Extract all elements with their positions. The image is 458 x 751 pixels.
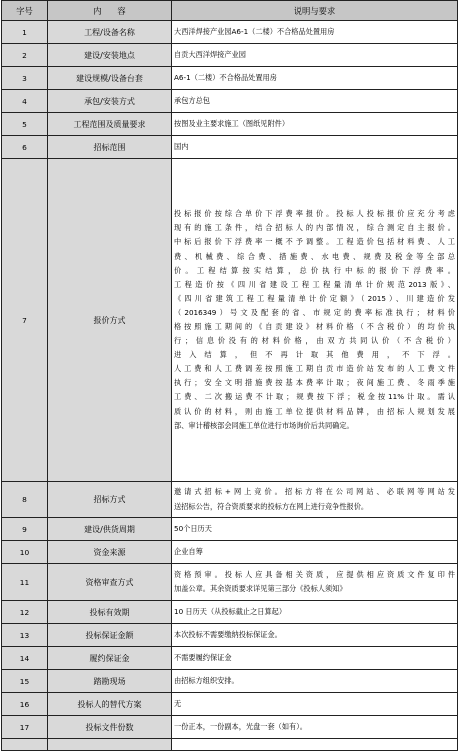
header-desc: 说明与要求 <box>172 1 458 21</box>
table-row <box>2 67 458 90</box>
row-item-name: 建设/安装地点 <box>48 44 172 67</box>
row-item-name: 建设/供货周期 <box>48 518 172 541</box>
description-line: 《四川省建筑工程工程量清单计价定额》（2015）、川建造价发 <box>174 293 455 303</box>
row-number: 4 <box>2 90 48 113</box>
table-row <box>2 136 458 159</box>
row-description <box>172 647 458 670</box>
table-row <box>2 541 458 564</box>
row-number: 5 <box>2 113 48 136</box>
description-line: 由招标方组织安排。 <box>174 675 239 685</box>
description-line: 大西洋焊接产业园A6-1（二楼）不合格品处置用房 <box>174 26 335 36</box>
table-row <box>2 482 458 518</box>
row-number: 7 <box>2 159 48 482</box>
description-line: 执行；安全文明措施费按基本费率计取；夜间施工费、冬雨季施 <box>174 378 455 388</box>
description-line: 50个日历天 <box>174 523 212 533</box>
row-item-name: 投标保证金额 <box>48 624 172 647</box>
description-line: （2016349）号文及配套的省、市规定的费率标准执行；材料价 <box>174 307 455 317</box>
description-line: 投标报价按综合单价下浮费率报价。投标人投标报价应充分考虑 <box>174 209 455 219</box>
description-line: 行；信息价没有的材料价格，由双方共同认价（不含税价） <box>174 336 455 346</box>
row-number: 10 <box>2 541 48 564</box>
table-row <box>2 624 458 647</box>
row-number: 2 <box>2 44 48 67</box>
row-number: 16 <box>2 693 48 716</box>
description-line: 人工费和人工费调差按照施工期自贡市造价站发布的人工费文件 <box>174 364 455 374</box>
row-description <box>172 693 458 716</box>
table-row <box>2 739 458 751</box>
table-row <box>2 670 458 693</box>
row-description <box>172 670 458 693</box>
row-description <box>172 716 458 739</box>
table-row <box>2 518 458 541</box>
description-line: 现有的施工条件，结合招标人的内部情况，综合测定自主报价。 <box>174 223 455 233</box>
description-line: 部、审计稽核部会同施工单位进行市场询价后共同确定。 <box>174 420 354 430</box>
row-description <box>172 482 458 518</box>
row-number: 13 <box>2 624 48 647</box>
description-line: 按图及业主要求施工（图纸见附件） <box>174 118 290 128</box>
row-item-name: 招标范围 <box>48 136 172 159</box>
row-description <box>172 67 458 90</box>
row-description <box>172 541 458 564</box>
row-item-name: 投标有效期 <box>48 601 172 624</box>
description-line: 企业自筹 <box>174 546 203 556</box>
row-item-name: 投标人的替代方案 <box>48 693 172 716</box>
row-description <box>172 601 458 624</box>
description-line: 进入结算，但不再计取其他费用，不下浮。 <box>174 350 455 360</box>
description-line: 自贡大西洋焊接产业园 <box>174 49 246 59</box>
row-number: 11 <box>2 564 48 601</box>
table-row <box>2 113 458 136</box>
row-item-name: 建设规模/设备台套 <box>48 67 172 90</box>
row-item-name: 投标文件份数 <box>48 716 172 739</box>
header-no: 字号 <box>2 1 48 21</box>
row-number: 8 <box>2 482 48 518</box>
description-line: 质认价的材料，则由施工单位提供材料品牌，由招标人规划发展 <box>174 406 455 416</box>
row-item-name: 资金来源 <box>48 541 172 564</box>
table-row <box>2 159 458 482</box>
row-number: 3 <box>2 67 48 90</box>
row-description <box>172 624 458 647</box>
row-item-name: 招标方式 <box>48 482 172 518</box>
row-number: 12 <box>2 601 48 624</box>
description-line: 资格预审。投标人应具备相关资质，应提供相应资质文件复印件 <box>174 569 455 579</box>
description-line: 工费、二次搬运费不计取；规费按下浮；税金按11%计取。需认 <box>174 392 455 402</box>
description-line: 价。工程结算按实结算，总价执行中标的报价下浮费率。 <box>174 265 455 275</box>
table-row <box>2 647 458 670</box>
table-body <box>2 21 458 751</box>
description-line: 格按照施工期间的《自贡建设》材料价格（不含税价）的均价执 <box>174 322 455 331</box>
description-line: 费、机械费、综合费、措施费、水电费、规费及税金等全部总 <box>174 251 455 261</box>
row-description <box>172 113 458 136</box>
row-number: 9 <box>2 518 48 541</box>
table-row <box>2 21 458 44</box>
row-number: 15 <box>2 670 48 693</box>
table-row <box>2 90 458 113</box>
row-description <box>172 44 458 67</box>
table-header <box>2 1 458 21</box>
table-row <box>2 716 458 739</box>
header-item: 内 容 <box>48 1 172 21</box>
row-description <box>172 518 458 541</box>
row-number: 14 <box>2 647 48 670</box>
description-line: A6-1（二楼）不合格品处置用房 <box>174 72 277 82</box>
description-line: 邀请式招标+网上竞价。招标方将在公司网站、必联网等网站发 <box>174 487 455 497</box>
row-number: 1 <box>2 21 48 44</box>
row-item-name <box>48 739 172 751</box>
row-number: 17 <box>2 716 48 739</box>
row-item-name: 履约保证金 <box>48 647 172 670</box>
description-line: 加盖公章。其余资质要求详见第三部分《投标人须知》 <box>174 584 347 593</box>
row-item-name: 资格审查方式 <box>48 564 172 601</box>
description-line: 本次投标不需要缴纳投标保证金。 <box>174 629 282 639</box>
description-line: 工程造价按《四川省建设工程工程量清单计价规范2013版》、 <box>174 279 455 289</box>
description-line: 无 <box>174 698 182 708</box>
table-row <box>2 601 458 624</box>
row-number: 6 <box>2 136 48 159</box>
description-line: 不需要履约保证金 <box>174 652 232 662</box>
row-description <box>172 90 458 113</box>
table-row <box>2 564 458 601</box>
row-description <box>172 21 458 44</box>
row-item-name: 踏勘现场 <box>48 670 172 693</box>
header-row <box>2 1 458 21</box>
row-description <box>172 159 458 482</box>
row-description <box>172 564 458 601</box>
description-line: 一份正本，一份副本，光盘一套（如有）。 <box>174 721 307 731</box>
row-description <box>172 136 458 159</box>
table-row <box>2 44 458 67</box>
table-row <box>2 693 458 716</box>
description-line: 中标后报价下浮费率一概不予调整。工程造价包括材料费、人工 <box>174 237 455 247</box>
row-description <box>172 739 458 751</box>
row-item-name: 工程/设备名称 <box>48 21 172 44</box>
description-line: 承包方总包 <box>174 95 210 105</box>
row-number <box>2 739 48 751</box>
row-item-name: 工程范围及质量要求 <box>48 113 172 136</box>
row-item-name: 报价方式 <box>48 159 172 482</box>
tender-info-table <box>1 0 458 751</box>
description-line: 送招标公告，符合资质要求的投标方在网上进行竞争性报价。 <box>174 501 369 511</box>
row-item-name: 承包/安装方式 <box>48 90 172 113</box>
description-line: 国内 <box>174 141 189 151</box>
description-line: 10 日历天（从投标截止之日算起） <box>174 606 287 616</box>
